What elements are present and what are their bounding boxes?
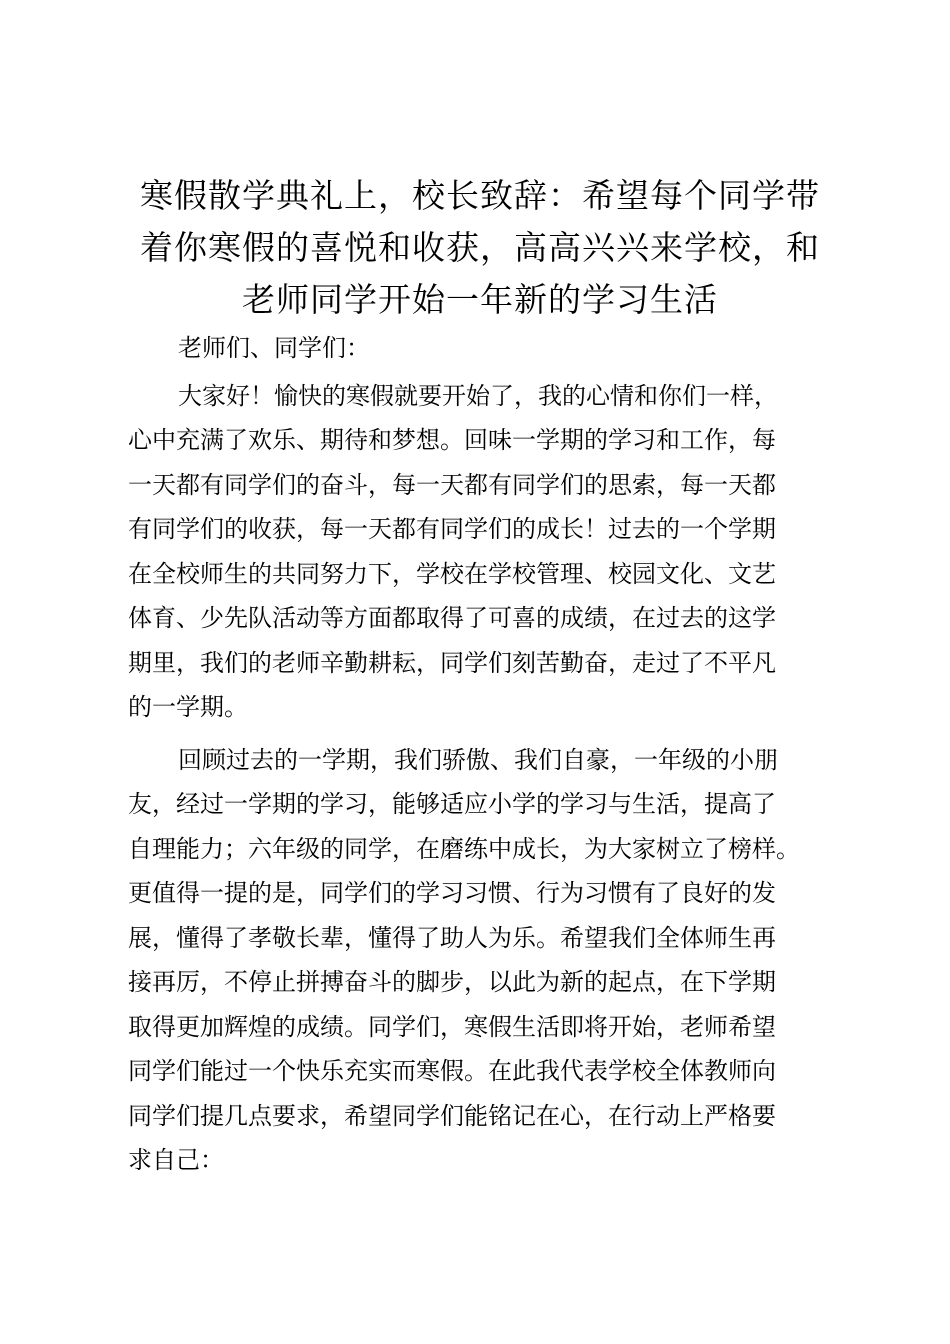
paragraph-line: 同学们能过一个快乐充实而寒假。在此我代表学校全体教师向 [128,1057,776,1085]
paragraph-line: 大家好！愉快的寒假就要开始了，我的心情和你们一样， [178,381,778,410]
title-line: 着你寒假的喜悦和收获，高高兴兴来学校，和 [140,228,820,267]
document-title [110,170,850,326]
paragraph-line: 取得更加辉煌的成绩。同学们，寒假生活即将开始，老师希望 [128,1012,776,1041]
paragraph-line: 接再厉，不停止拼搏奋斗的脚步，以此为新的起点，在下学期 [128,968,776,996]
paragraph-line: 回顾过去的一学期，我们骄傲、我们自豪，一年级的小朋 [178,745,778,774]
title-line: 寒假散学典礼上，校长致辞：希望每个同学带 [140,176,820,215]
paragraph-line: 心中充满了欢乐、期待和梦想。回味一学期的学习和工作，每 [128,426,776,454]
paragraph-line: 求自己： [128,1146,224,1174]
paragraph-line: 同学们提几点要求，希望同学们能铭记在心，在行动上严格要 [128,1101,776,1130]
paragraph-line: 期里，我们的老师辛勤耕耘，同学们刻苦勤奋，走过了不平凡 [128,648,776,677]
greeting [128,326,828,371]
paragraph-line: 友，经过一学期的学习，能够适应小学的学习与生活，提高了 [128,790,776,818]
paragraph-line: 展，懂得了孝敬长辈，懂得了助人为乐。希望我们全体师生再 [128,923,776,952]
paragraph-line: 更值得一提的是，同学们的学习习惯、行为习惯有了良好的发 [128,879,776,907]
paragraph-line: 在全校师生的共同努力下，学校在学校管理、校园文化、文艺 [128,559,776,588]
paragraph-line: 一天都有同学们的奋斗，每一天都有同学们的思索，每一天都 [128,470,776,499]
paragraph-2 [128,738,828,1183]
title-line: 老师同学开始一年新的学习生活 [242,280,718,319]
document-body [128,326,828,1183]
paragraph-1 [128,374,828,730]
paragraph-line: 有同学们的收获，每一天都有同学们的成长！过去的一个学期 [128,515,776,543]
paragraph-line: 体育、少先队活动等方面都取得了可喜的成绩，在过去的这学 [128,604,776,632]
greeting-text: 老师们、同学们： [178,334,370,362]
paragraph-line: 自理能力；六年级的同学，在磨练中成长，为大家树立了榜样。 [128,834,800,863]
paragraph-line: 的一学期。 [128,693,248,721]
